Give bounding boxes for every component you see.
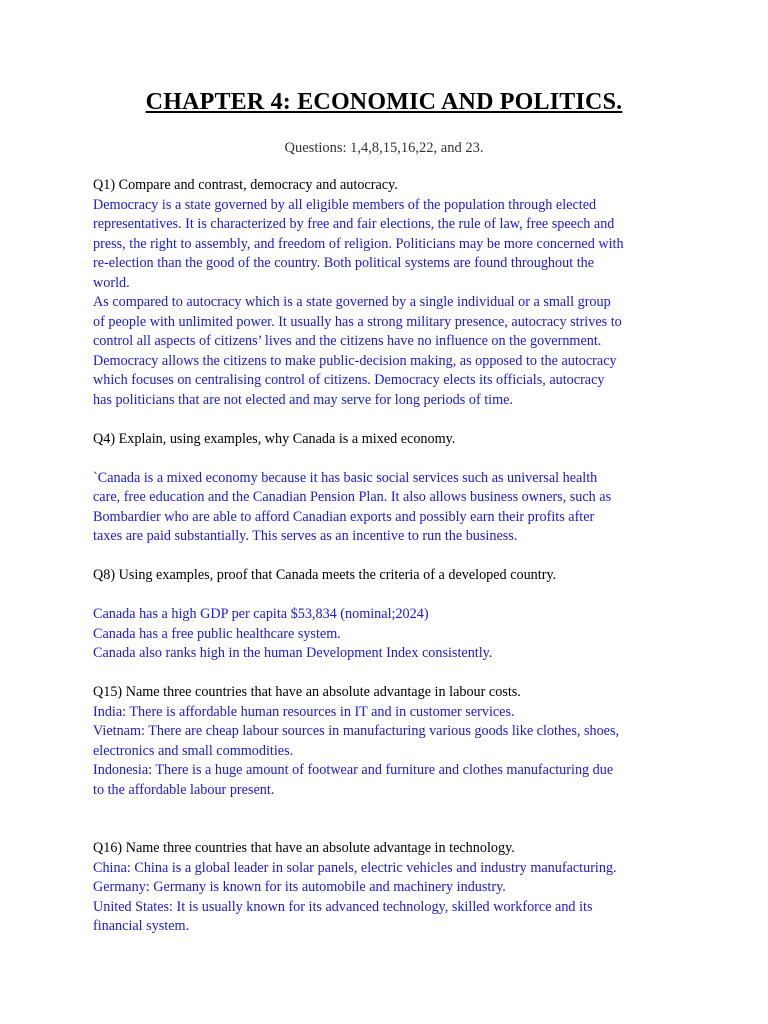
answer-line: Democracy allows the citizens to make public-decision making, as opposed to the autocracy [93, 352, 617, 369]
answer-line: re-election than the good of the country. Both political systems are found throughout the [93, 255, 595, 271]
answer-line: Canada also ranks high in the human Development Index consistently. [93, 645, 493, 661]
page-subtitle: Questions: 1,4,8,15,16,22, and 23. [284, 140, 484, 156]
answer-line: which focuses on centralising control of citizens. Democracy elects its officials, autocracy [93, 372, 605, 388]
page-title: CHAPTER 4: ECONOMIC AND POLITICS. [145, 89, 623, 115]
answer-line: United States: It is usually known for its advanced technology, skilled workforce and its [93, 898, 593, 915]
answer-line: electronics and small commodities. [93, 742, 294, 759]
question-q16: Q16) Name three countries that have an absolute advantage in technology. [93, 840, 515, 856]
paragraph-spacer [93, 800, 683, 820]
answer-line: Canada has a free public healthcare system. [93, 625, 341, 642]
answer-line: `Canada is a mixed economy because it has basic social services such as universal health [93, 469, 598, 486]
question-q4: Q4) Explain, using examples, why Canada is a mixed economy. [93, 430, 456, 447]
paragraph-spacer [93, 449, 683, 469]
answer-line: of people with unlimited power. It usually has a strong military presence, autocracy strives to [93, 313, 622, 330]
paragraph-spacer [93, 586, 683, 606]
answer-line: taxes are paid substantially. This serves as an incentive to run the business. [93, 528, 518, 544]
answer-line: control all aspects of citizens’ lives and the citizens have no influence on the government. [93, 333, 602, 349]
document-body [93, 176, 683, 937]
answer-line: Canada has a high GDP per capita $53,834 (nominal;2024) [93, 606, 429, 622]
question-q1: Q1) Compare and contrast, democracy and autocracy. [93, 177, 398, 193]
answer-line: press, the right to assembly, and freedom of religion. Politicians may be more concerned with [93, 235, 624, 252]
answer-line: Vietnam: There are cheap labour sources in manufacturing various goods like clothes, shoes, [93, 723, 620, 739]
paragraph-spacer [93, 547, 683, 567]
answer-line: India: There is affordable human resources in IT and in customer services. [93, 703, 515, 720]
answer-line: care, free education and the Canadian Pension Plan. It also allows business owners, such as [93, 489, 612, 505]
question-q15: Q15) Name three countries that have an absolute advantage in labour costs. [93, 684, 521, 700]
answer-line: Bombardier who are able to afford Canadian exports and possibly earn their profits after [93, 508, 595, 525]
answer-line: Democracy is a state governed by all eligible members of the population through elected [93, 196, 597, 213]
question-q8: Q8) Using examples, proof that Canada meets the criteria of a developed country. [93, 567, 557, 583]
answer-line: world. [93, 274, 130, 291]
answer-line: China: China is a global leader in solar panels, electric vehicles and industry manufacturing. [93, 859, 617, 876]
paragraph-spacer [93, 664, 683, 684]
paragraph-spacer [93, 820, 683, 840]
answer-line: Germany: Germany is known for its automobile and machinery industry. [93, 879, 506, 895]
paragraph-spacer [93, 410, 683, 430]
answer-line: representatives. It is characterized by free and fair elections, the rule of law, free speech and [93, 216, 615, 232]
answer-line: Indonesia: There is a huge amount of footwear and furniture and clothes manufacturing due [93, 762, 614, 778]
answer-line: to the affordable labour present. [93, 781, 275, 798]
answer-line: As compared to autocracy which is a state governed by a single individual or a small group [93, 294, 611, 310]
answer-line: has politicians that are not elected and may serve for long periods of time. [93, 391, 513, 408]
answer-line: financial system. [93, 918, 190, 934]
